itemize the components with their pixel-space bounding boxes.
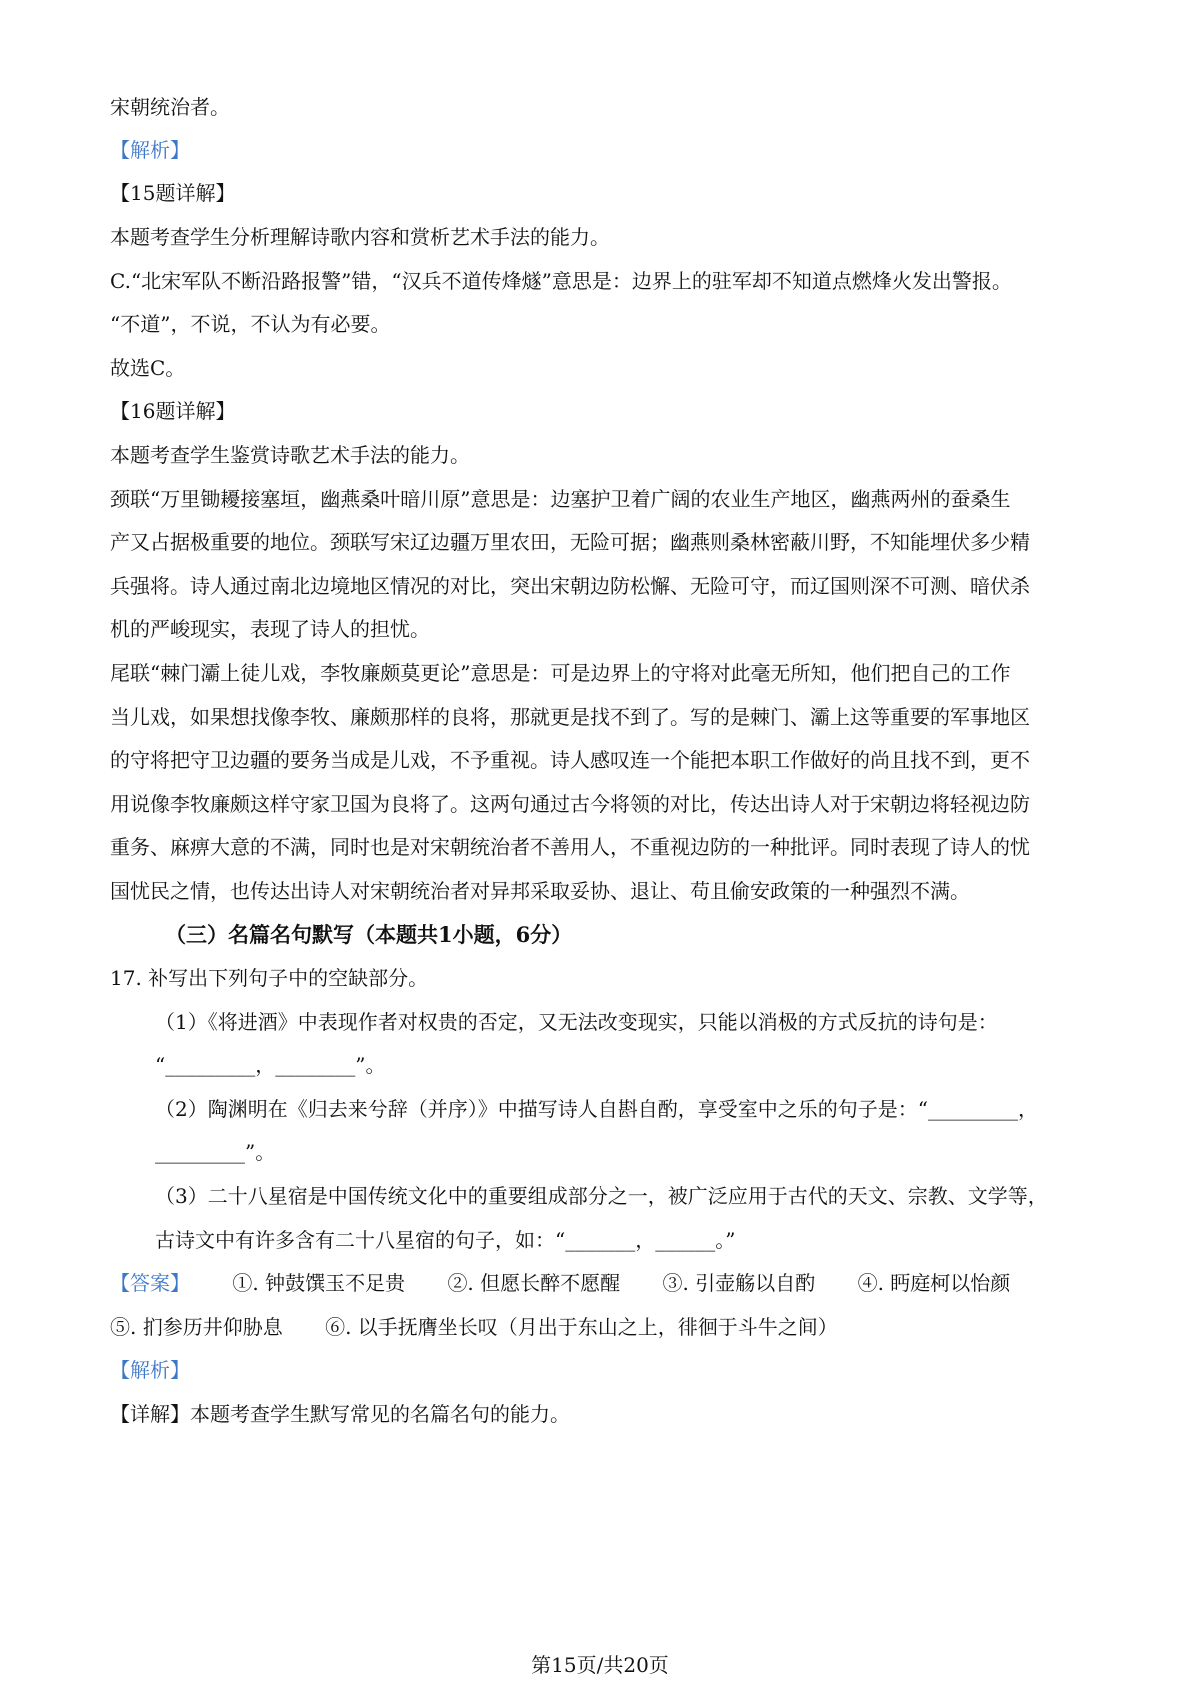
text-line: 兵强将。诗人通过南北边境地区情况的对比，突出宋朝边防松懈、无险可守，而辽国则深不可测、暗伏杀 <box>110 574 1030 598</box>
detail-text: 【详解】本题考查学生默写常见的名篇名句的能力。 <box>110 1402 570 1426</box>
text-line: 故选C。 <box>110 356 186 380</box>
text-line: 国忧民之情，也传达出诗人对宋朝统治者对异邦采取妥协、退让、苟且偷安政策的一种强烈不满。 <box>110 879 970 903</box>
text-line: 宋朝统治者。 <box>110 95 230 119</box>
analysis-label: 【解析】 <box>110 1358 190 1382</box>
answer-item: ⑤. 扪参历井仰胁息 <box>110 1315 283 1339</box>
text-line: 重务、麻痹大意的不满，同时也是对宋朝统治者不善用人，不重视边防的一种批评。同时表现了诗人的忧 <box>110 835 1030 859</box>
text-line: 颈联“万里锄耰接塞垣，幽燕桑叶暗川原”意思是：边塞护卫着广阔的农业生产地区，幽燕两州的蚕桑生 <box>110 487 1011 511</box>
answer-item: ②. 但愿长醉不愿醒 <box>447 1271 621 1295</box>
section-title: （三）名篇名句默写（本题共1小题，6分） <box>165 922 573 947</box>
answer-item: ⑥. 以手抚膺坐长叹（月出于东山之上，徘徊于斗牛之间） <box>325 1315 838 1339</box>
text-line: 本题考查学生分析理解诗歌内容和赏析艺术手法的能力。 <box>110 225 610 249</box>
question-part-3-blank: 古诗文中有许多含有二十八星宿的句子，如：“_______，______。” <box>155 1228 736 1252</box>
question-part-1: （1）《将进酒》中表现作者对权贵的否定，又无法改变现实，只能以消极的方式反抗的诗句是： <box>155 1010 998 1034</box>
answer-item: ④. 眄庭柯以怡颜 <box>857 1271 1011 1295</box>
answer-label: 【答案】 <box>110 1271 190 1295</box>
question-part-1-blank: “_________，________”。 <box>155 1053 386 1077</box>
answer-item: ①. 钟鼓馔玉不足贵 <box>232 1271 406 1295</box>
text-line: 用说像李牧廉颇这样守家卫国为良将了。这两句通过古今将领的对比，传达出诗人对于宋朝边将轻视边防 <box>110 792 1030 816</box>
text-line: 产又占据极重要的地位。颈联写宋辽边疆万里农田，无险可据；幽燕则桑林密蔽川野，不知能埋伏多少精 <box>110 530 1030 554</box>
text-line: 的守将把守卫边疆的要务当成是儿戏，不予重视。诗人感叹连一个能把本职工作做好的尚且找不到，更不 <box>110 748 1030 772</box>
question-part-3: （3）二十八星宿是中国传统文化中的重要组成部分之一，被广泛应用于古代的天文、宗教、文学等， <box>155 1184 1048 1208</box>
answer-row-1 <box>110 1268 1100 1298</box>
text-line: “不道”，不说，不认为有必要。 <box>110 312 391 336</box>
answer-item: ③. 引壶觞以自酌 <box>662 1271 816 1295</box>
analysis-label: 【解析】 <box>110 138 190 162</box>
text-line: 机的严峻现实，表现了诗人的担忧。 <box>110 617 430 641</box>
text-line: 当儿戏，如果想找像李牧、廉颇那样的良将，那就更是找不到了。写的是棘门、灞上这等重要的军事地区 <box>110 705 1030 729</box>
text-line: C.“北宋军队不断沿路报警”错，“汉兵不道传烽燧”意思是：边界上的驻军却不知道点燃烽火发出警报。 <box>110 269 1012 293</box>
page-number: 第15页/共20页 <box>531 1653 669 1677</box>
question-part-2: （2）陶渊明在《归去来兮辞（并序）》中描写诗人自斟自酌，享受室中之乐的句子是：“_________， <box>155 1097 1038 1121</box>
text-line: 尾联“棘门灞上徒儿戏，李牧廉颇莫更论”意思是：可是边界上的守将对此毫无所知，他们把自己的工作 <box>110 661 1011 685</box>
q16-detail-heading: 【16题详解】 <box>110 399 236 423</box>
text-line: 本题考查学生鉴赏诗歌艺术手法的能力。 <box>110 443 470 467</box>
question-part-2-blank: _________”。 <box>155 1140 276 1164</box>
answer-row-2 <box>110 1312 1100 1342</box>
question-stem: 17. 补写出下列句子中的空缺部分。 <box>110 966 429 990</box>
q15-detail-heading: 【15题详解】 <box>110 181 236 205</box>
